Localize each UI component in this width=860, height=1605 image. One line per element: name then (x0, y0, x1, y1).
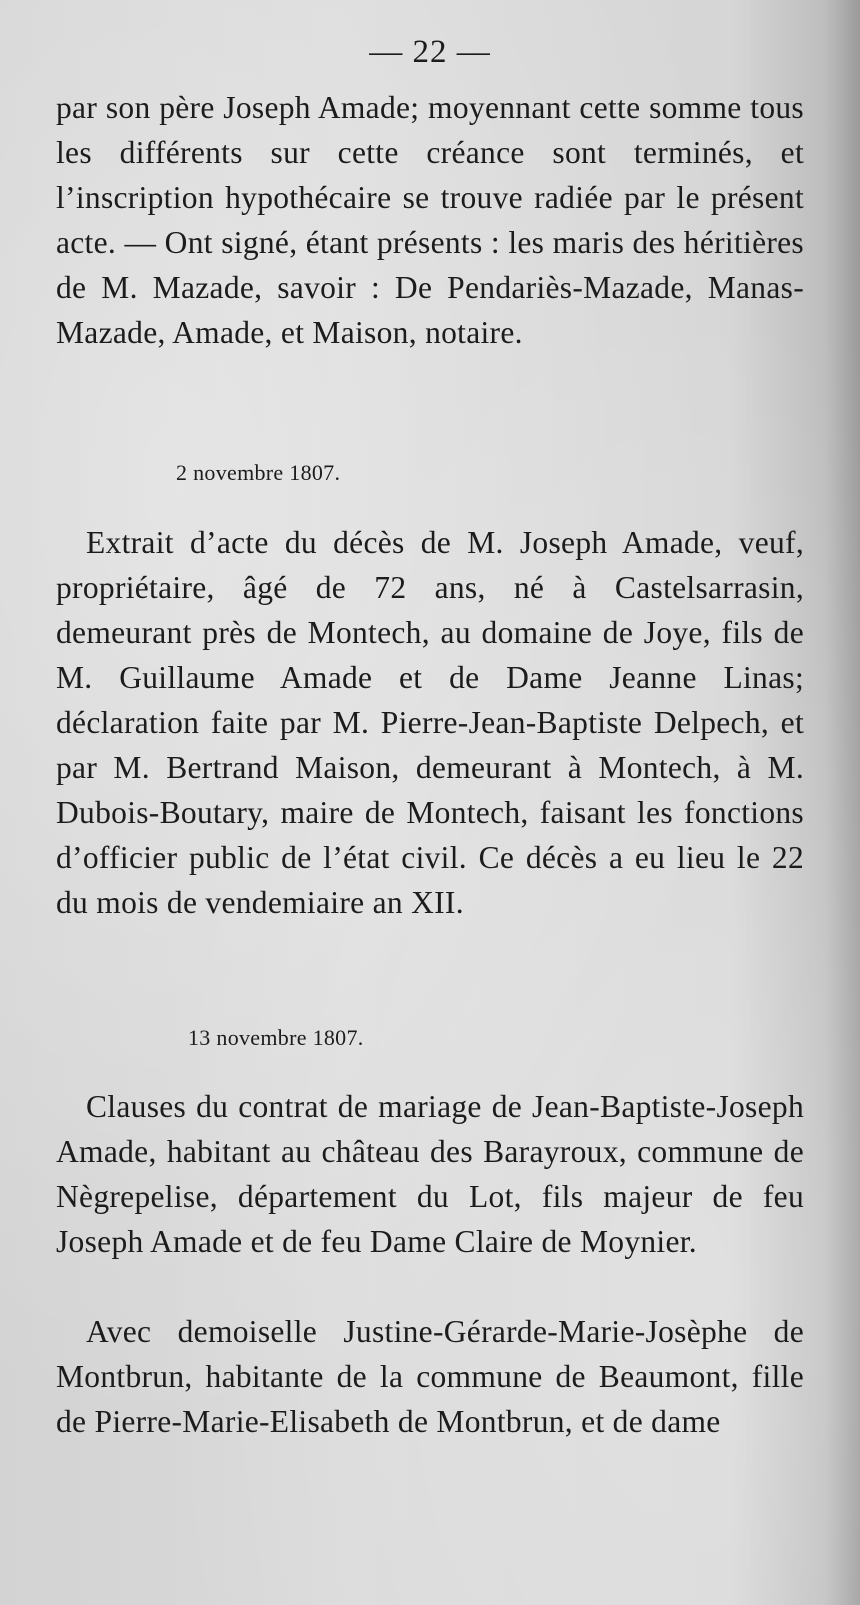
entry-date: 2 novembre 1807. (176, 460, 341, 485)
paragraph-marriage-contract: Clauses du contrat de mariage de Jean-Baptiste-Joseph Amade, habitant au château des Barayroux, commune de Nègrepelise, département du Lot, fils majeur de feu Joseph Amade et de feu Dame Claire de Moynier. (56, 1089, 804, 1259)
paragraph-marriage-contract-bride: Avec demoiselle Justine-Gérarde-Marie-Josèphe de Montbrun, habitante de la commune de Beaumont, fille de Pierre-Marie-Elisabeth de Montbrun, et de dame (56, 1314, 804, 1439)
page-number: — 22 — (369, 34, 491, 70)
entry-date: 13 novembre 1807. (188, 1025, 364, 1050)
paragraph-death-record: Extrait d’acte du décès de M. Joseph Amade, veuf, propriétaire, âgé de 72 ans, né à Castelsarrasin, demeurant près de Montech, au domaine de Joye, fils de M. Guillaume Amade et de Dame Jeanne Linas; déclaration faite par M. Pierre-Jean-Baptiste Delpech, et par M. Bertrand Maison, demeurant à Montech, à M. Dubois-Boutary, maire de Montech, faisant les fonctions d’officier public de l’état civil. Ce décès a eu lieu le 22 du mois de vendemiaire an XII. (56, 525, 804, 920)
paragraph-continuation: par son père Joseph Amade; moyennant cette somme tous les différents sur cette créance sont terminés, et l’inscription hypothécaire se trouve radiée par le présent acte. — Ont signé, étant présents : les maris des héritières de M. Mazade, savoir : De Pendariès-Mazade, Manas-Mazade, Amade, et Maison, notaire. (56, 90, 804, 350)
